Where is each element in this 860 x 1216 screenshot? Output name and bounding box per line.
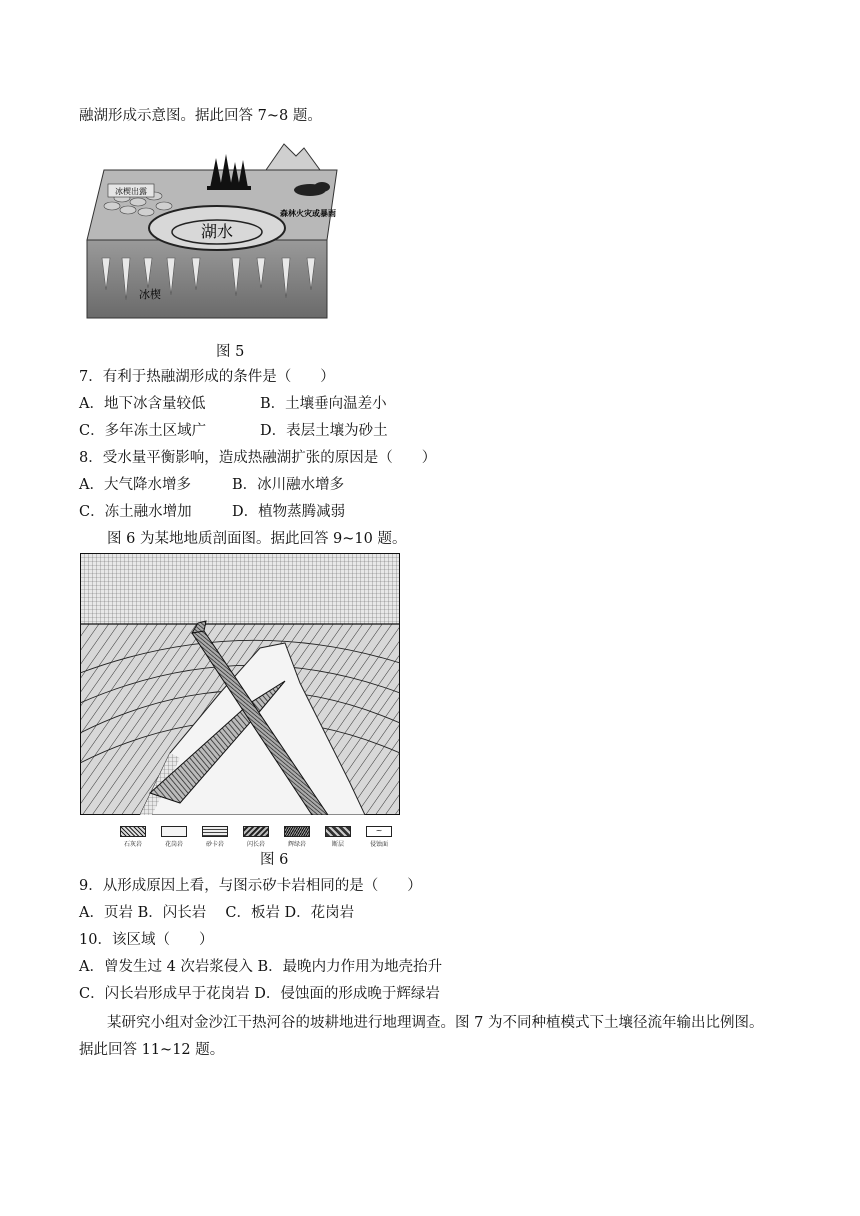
closing-line2: 据此回答 11~12 题。 [79, 1042, 225, 1058]
figure5-caption: 图 5 [216, 344, 245, 360]
closing-line1: 某研究小组对金沙江干热河谷的坡耕地进行地理调查。图 7 为不同种植模式下土壤径流年输出比例图。 [107, 1015, 764, 1031]
intro-line: 融湖形成示意图。据此回答 7~8 题。 [79, 108, 322, 124]
q9-stem: 9．从形成原因上看，与图示矽卡岩相同的是（ ） [79, 878, 422, 894]
legend-item-skarn: 砂卡岩 [200, 826, 230, 848]
legend-item-granite: 花岗岩 [159, 826, 189, 848]
q10-options-line2: C．闪长岩形成早于花岗岩 D．侵蚀面的形成晚于辉绿岩 [79, 986, 440, 1002]
q8-option-a: A．大气降水增多 [79, 477, 191, 493]
figure6-legend [118, 826, 394, 848]
label-lake-water: 湖水 [200, 222, 234, 241]
q7-option-d: D．表层土壤为砂土 [260, 423, 388, 439]
label-ice-wedge: 冰楔 [139, 288, 161, 301]
q7-option-c: C．多年冻土区域广 [79, 423, 207, 439]
q7-stem: 7．有利于热融湖形成的条件是（ ） [79, 369, 335, 385]
q8-stem: 8．受水量平衡影响，造成热融湖扩张的原因是（ ） [79, 450, 437, 466]
mountain-icon [266, 144, 320, 170]
q10-options-line1: A．曾发生过 4 次岩浆侵入 B．最晚内力作用为地壳抬升 [79, 959, 443, 975]
legend-item-erosion-surface: ~ 侵蚀面 [364, 826, 394, 848]
figure6-caption: 图 6 [260, 852, 289, 868]
q7-option-a: A．地下冰含量较低 [79, 396, 206, 412]
legend-item-diorite: 闪长岩 [241, 826, 271, 848]
q9-options: A．页岩 B．闪长岩 C．板岩 D．花岗岩 [79, 905, 355, 921]
label-ice-wedge-outcrop: 冰楔出露 [115, 187, 147, 196]
q10-stem: 10．该区域（ ） [79, 932, 214, 948]
figure6-intro: 图 6 为某地地质剖面图。据此回答 9~10 题。 [107, 531, 407, 547]
q8-option-b: B．冰川融水增多 [232, 477, 345, 493]
q8-option-c: C．冻土融水增加 [79, 504, 192, 520]
legend-item-fault: 断层 [323, 826, 353, 848]
legend-item-diabase: 辉绿岩 [282, 826, 312, 848]
legend-item-limestone: 石灰岩 [118, 826, 148, 848]
figure5-diagram [82, 140, 352, 324]
label-forest-fire: 森林火灾或暴雨 [280, 209, 336, 218]
q8-option-d: D．植物蒸腾减弱 [232, 504, 346, 520]
figure6-geologic-section [80, 553, 400, 815]
q7-option-b: B．土壤垂向温差小 [260, 396, 387, 412]
forest-icon [207, 154, 251, 190]
